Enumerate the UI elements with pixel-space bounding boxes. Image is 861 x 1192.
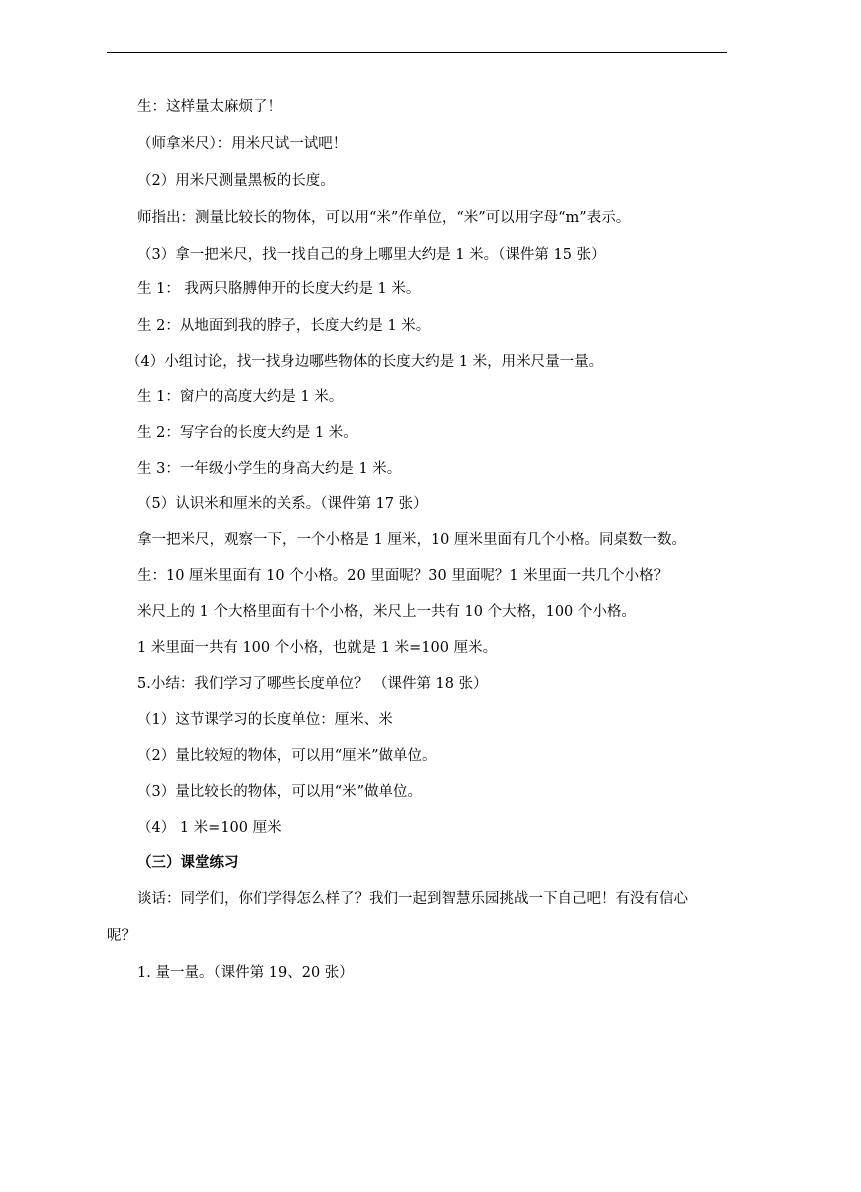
text-line: 1. 量一量。（课件第 19、20 张） (137, 965, 354, 981)
text-line: 呢？ (107, 928, 136, 944)
text-line: 师指出：测量比较长的物体，可以用“米”作单位，“米”可以用字母“m”表示。 (137, 210, 631, 226)
text-line: 生：10 厘米里面有 10 个小格。20 里面呢？30 里面呢？1 米里面一共几个小格？ (137, 568, 669, 584)
text-line: （4）小组讨论，找一找身边哪些物体的长度大约是 1 米，用米尺量一量。 (126, 354, 604, 370)
text-line: （2）量比较短的物体，可以用“厘米”做单位。 (137, 748, 437, 764)
header-rule (107, 52, 727, 53)
text-line: 生 1：窗户的高度大约是 1 米。 (137, 389, 344, 405)
text-line: 生 2：写字台的长度大约是 1 米。 (137, 425, 358, 441)
text-line: 谈话：同学们，你们学得怎么样了？我们一起到智慧乐园挑战一下自己吧！有没有信心 (137, 891, 688, 907)
text-line: 生 1： 我两只胳膊伸开的长度大约是 1 米。 (137, 281, 421, 297)
text-line: （师拿米尺）：用米尺试一试吧！ (137, 136, 348, 152)
text-line: 生 3：一年级小学生的身高大约是 1 米。 (137, 461, 402, 477)
text-line: （3）量比较长的物体，可以用“米”做单位。 (137, 784, 423, 800)
text-line: 生 2：从地面到我的脖子，长度大约是 1 米。 (137, 318, 431, 334)
text-line: （4） 1 米=100 厘米 (137, 820, 282, 836)
text-line: （3）拿一把米尺，找一找自己的身上哪里大约是 1 米。（课件第 15 张） (137, 247, 606, 263)
text-line: 5.小结：我们学习了哪些长度单位？ （课件第 18 张） (137, 676, 488, 692)
text-line: （2）用米尺测量黑板的长度。 (137, 173, 335, 189)
text-line: （5）认识米和厘米的关系。（课件第 17 张） (137, 496, 428, 512)
text-line: （1）这节课学习的长度单位：厘米、米 (137, 712, 393, 728)
text-line: 1 米里面一共有 100 个小格，也就是 1 米=100 厘米。 (137, 640, 498, 656)
section-heading: （三）课堂练习 (137, 854, 239, 871)
text-line: 生：这样量太麻烦了！ (137, 99, 282, 115)
text-line: 拿一把米尺，观察一下，一个小格是 1 厘米，10 厘米里面有几个小格。同桌数一数。 (137, 532, 687, 548)
text-line: 米尺上的 1 个大格里面有十个小格，米尺上一共有 10 个大格，100 个小格。 (137, 604, 636, 620)
